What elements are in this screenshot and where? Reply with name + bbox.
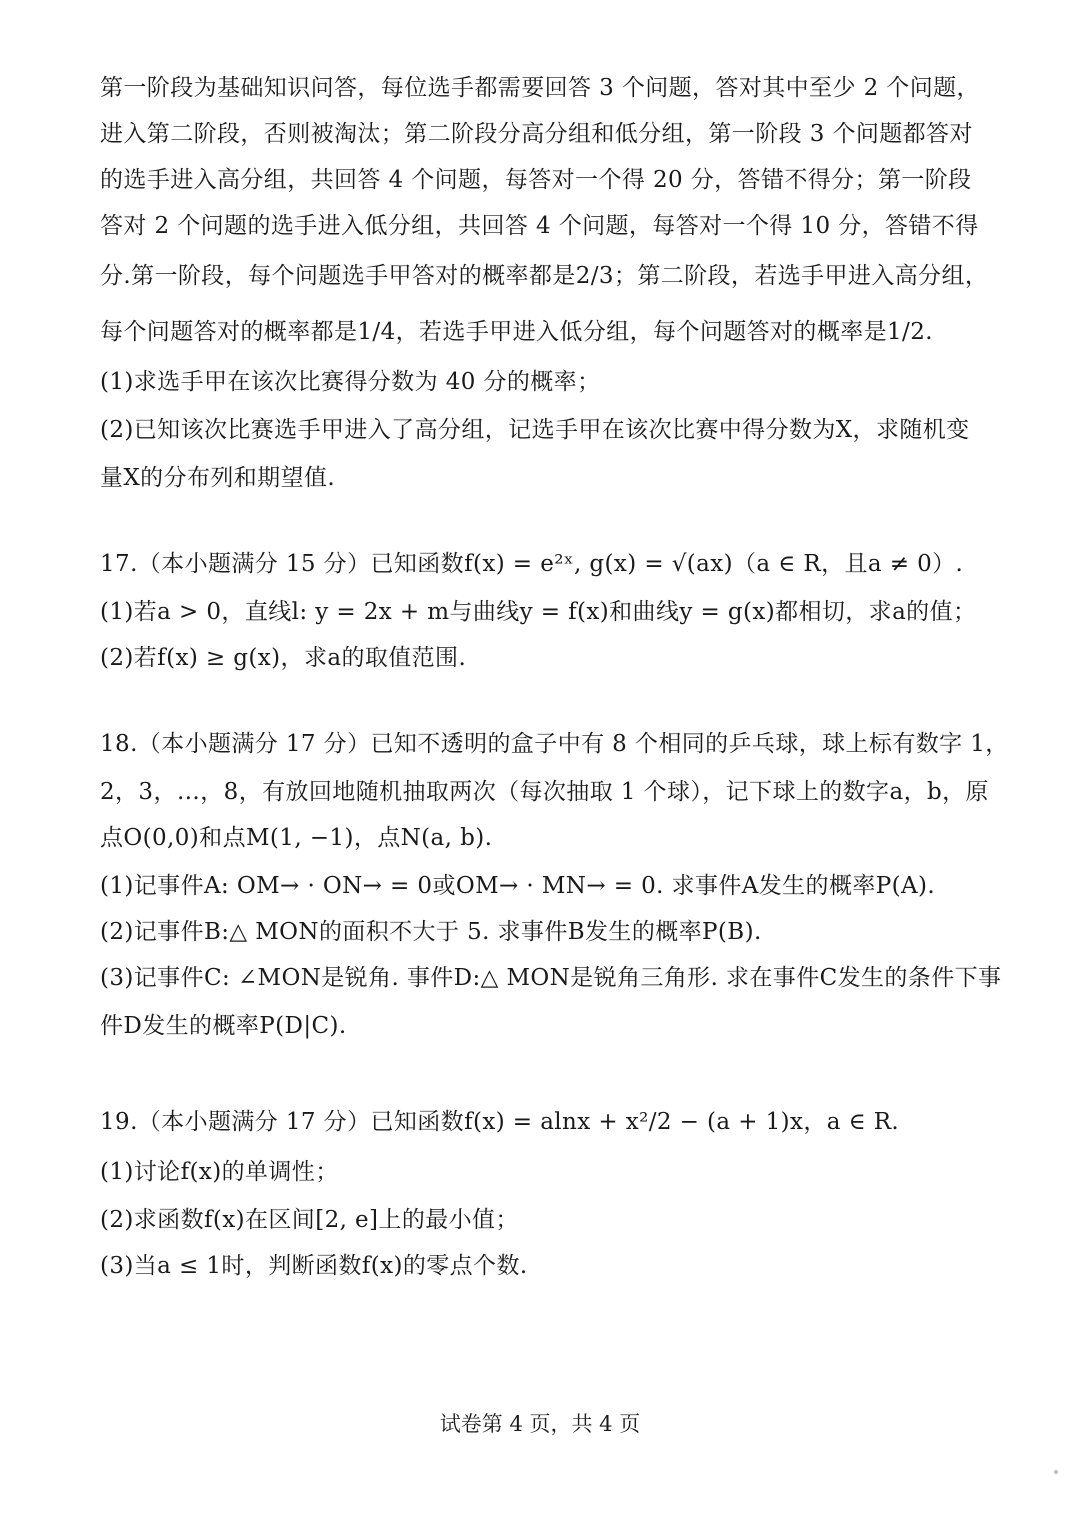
p16-line-2: 进入第二阶段，否则被淘汰；第二阶段分高分组和低分组，第一阶段 3 个问题都答对: [100, 121, 973, 147]
p18-question-2: (2)记事件B:△ MON的面积不大于 5. 求事件B发生的概率P(B).: [100, 919, 762, 945]
page-footer: 试卷第 4 页，共 4 页: [439, 1412, 641, 1436]
p16-line-5: 分.第一阶段，每个问题选手甲答对的概率都是2/3；第二阶段，若选手甲进入高分组，: [100, 263, 989, 289]
scan-speck: [1054, 1470, 1058, 1474]
p18-stem-3: 点O(0,0)和点M(1, −1)，点N(a, b).: [100, 825, 493, 851]
p17-stem: 17.（本小题满分 15 分）已知函数f(x) = e²ˣ, g(x) = √(ax)（a ∈ R，且a ≠ 0）.: [100, 551, 964, 577]
p16-line-6: 每个问题答对的概率都是1/4，若选手甲进入低分组，每个问题答对的概率是1/2.: [100, 319, 933, 345]
p18-question-3: (3)记事件C: ∠MON是锐角. 事件D:△ MON是锐角三角形. 求在事件C发生的条件下事: [100, 965, 1002, 991]
p19-question-2: (2)求函数f(x)在区间[2, e]上的最小值；: [100, 1207, 519, 1233]
p17-question-2: (2)若f(x) ≥ g(x)，求a的取值范围.: [100, 645, 467, 671]
p16-line-1: 第一阶段为基础知识问答，每位选手都需要回答 3 个问题，答对其中至少 2 个问题，: [100, 75, 980, 101]
p19-question-1: (1)讨论f(x)的单调性；: [100, 1159, 339, 1185]
p19-stem: 19.（本小题满分 17 分）已知函数f(x) = alnx + x²/2 − (a + 1)x，a ∈ R.: [100, 1109, 900, 1135]
p16-question-1: (1)求选手甲在该次比赛得分数为 40 分的概率；: [100, 369, 601, 395]
p18-question-1: (1)记事件A: OM→ · ON→ = 0或OM→ · MN→ = 0. 求事件A发生的概率P(A).: [100, 873, 936, 899]
p19-question-3: (3)当a ≤ 1时，判断函数f(x)的零点个数.: [100, 1253, 528, 1279]
p18-question-3-cont: 件D发生的概率P(D|C).: [100, 1013, 347, 1039]
p16-question-2-cont: 量X的分布列和期望值.: [100, 465, 336, 491]
p17-question-1: (1)若a > 0，直线l: y = 2x + m与曲线y = f(x)和曲线y = g(x)都相切，求a的值；: [100, 599, 977, 625]
p16-question-2: (2)已知该次比赛选手甲进入了高分组，记选手甲在该次比赛中得分数为X，求随机变: [100, 417, 970, 443]
p16-line-3: 的选手进入高分组，共回答 4 个问题，每答对一个得 20 分，答错不得分；第一阶段: [100, 167, 972, 193]
p18-stem-2: 2，3，…，8，有放回地随机抽取两次（每次抽取 1 个球），记下球上的数字a，b，原: [100, 779, 989, 805]
p16-line-4: 答对 2 个问题的选手进入低分组，共回答 4 个问题，每答对一个得 10 分，答错不得: [100, 213, 979, 239]
p18-stem-1: 18.（本小题满分 17 分）已知不透明的盒子中有 8 个相同的乒乓球，球上标有数字 1，: [100, 731, 1009, 757]
